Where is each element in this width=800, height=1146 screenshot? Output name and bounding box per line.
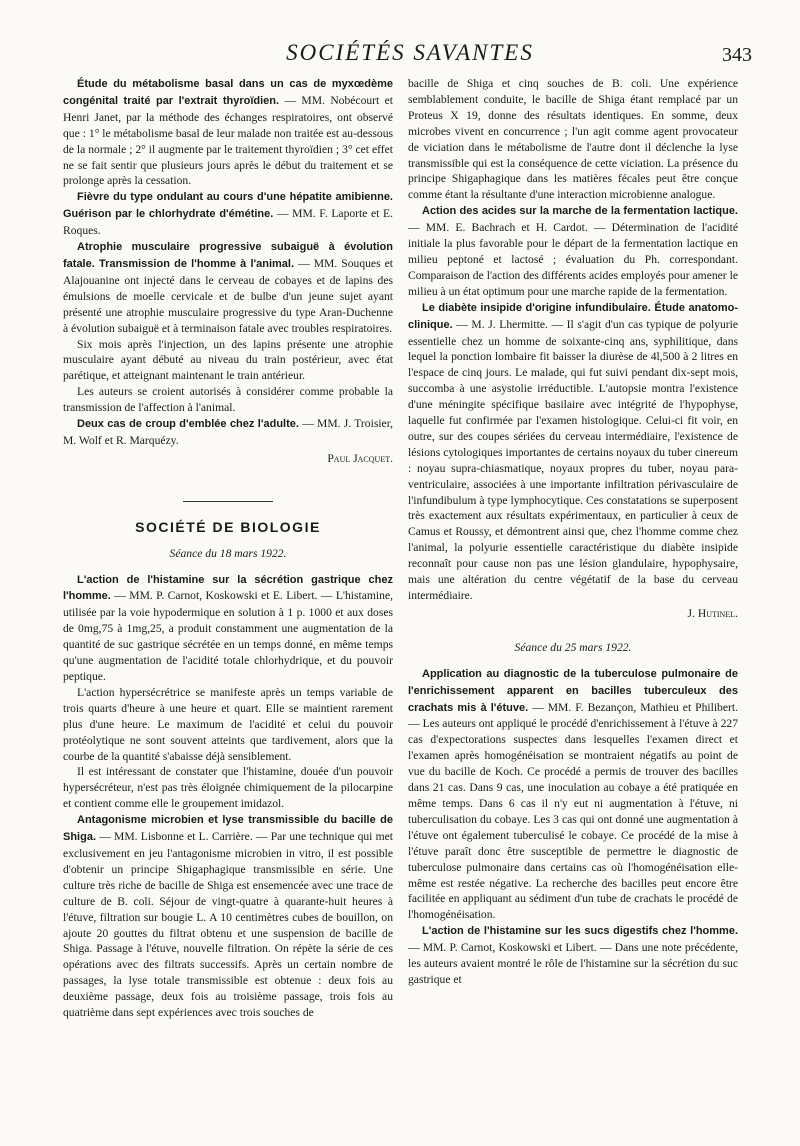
page-header <box>60 36 760 72</box>
left-column <box>63 76 393 1021</box>
abstract-body: — MM. P. Carnot, Koskowski et E. Libert. — L'histamine, utilisée par la voie hypodermique en solution à 1 p. 1000 et aux doses de 0mg,75 à 1mg,25, a produit constamment une augmentation de la quantité de suc gastrique sécrétée en un temps donné, en même temps qu'une augmentation de l'acidité totale chlorhydrique, et du pouvoir peptique. <box>63 589 393 683</box>
abstract-body: — MM. P. Carnot, Koskowski et Libert. — Dans une note précédente, les auteurs avaient montré le rôle de l'histamine sur la sécrétion du suc gastrique et <box>408 941 738 986</box>
running-title: SOCIÉTÉS SAVANTES <box>286 40 534 65</box>
abstract-title: Atrophie musculaire progressive subaiguë à évolution fatale. Transmission de l'homme à l'animal. <box>63 241 393 270</box>
abstract-title: Action des acides sur la marche de la fermentation lactique. <box>422 205 738 218</box>
abstract-title: Antagonisme microbien et lyse transmissible du bacille de Shiga. <box>63 814 393 844</box>
author-signature: Paul Jacquet. <box>327 451 393 465</box>
abstract-hepatite <box>63 189 393 239</box>
abstract-title: L'action de l'histamine sur les sucs digestifs chez l'homme. <box>422 925 738 938</box>
abstract-body: — M. J. Lhermitte. — Il s'agit d'un cas typique de polyurie essentielle chez un homme de soixante-cinq ans, syphilitique, dans lequel la ponction lombaire fit baisser la diurèse de 4l,500 à 2 litres en l'espace de cinq jours. Le malade, qui fut suivi pendant dix-sept mois, succomba à une asystolie irréductible. L'autopsie montra l'existence d'une méningite spécifique basilaire avec intégrité de l'hypophyse, laquelle fut confirmée par l'examen histologique. Celui-ci fit voir, en outre, sur des coupes sériées du cerveau intermédiaire, l'existence de lésions cytologiques importantes de certains noyaux du tuber cinereum : noyau supra-chiasmatique, noyaux propres du tuber, noyau para-ventriculaire, associées à une importante infiltration périvasculaire de l'infundibulum à type lymphocytique. Ces constatations se superposent très exactement aux résultats expérimentaux, en particulier à ceux de Camus et Roussy, et démontrent ainsi que, chez l'homme comme chez l'animal, la polyurie essentielle caractéristique du diabète insipide reconnaît pour cause non pas une lésion glandulaire, hypophysaire, mais une altération du centre végétatif de la base du cerveau intermédiaire. <box>408 317 738 602</box>
abstract-histamine-sucs <box>408 923 738 988</box>
abstract-body: — MM. E. Bachrach et H. Cardot. — Détermination de l'acidité initiale la plus favorable pour le départ de la fermentation lactique en milieu peptoné et lactosé ; évaluation du Ph. correspondant. Comparaison de l'action des différents acides employés pour amener le milieu à un état optimum pour une marche rapide de la fermentation. <box>408 221 738 298</box>
abstract-antagonisme <box>63 812 393 1021</box>
abstract-title: Le diabète insipide d'origine infundibulaire. Étude anatomo-clinique. <box>408 301 738 331</box>
abstract-body: — MM. F. Laporte et E. Roques. <box>63 207 393 238</box>
abstract-paragraph: L'action hypersécrétrice se manifeste après un temps variable de trois quarts d'heure à une heure et quart. Elle se maintient rarement plus d'une heure. Le maximum de l'acidité et celui du pouvoir protéolytique ne sont souvent atteints que tardivement, alors que la courbe de la quantité s'abaisse déjà sensiblement. <box>63 685 393 763</box>
abstract-histamine-gastrique <box>63 572 393 685</box>
seance-date: Séance du 18 mars 1922. <box>169 546 287 560</box>
abstract-title: L'action de l'histamine sur la sécrétion gastrique chez l'homme. <box>63 573 393 603</box>
abstract-croup <box>63 416 393 449</box>
page-number: 343 <box>722 44 752 66</box>
abstract-title: Application au diagnostic de la tuberculose pulmonaire de l'enrichissement apparent en bacilles tuberculeux des crachats mis à l'étuve. <box>408 667 738 714</box>
abstract-paragraph: Les auteurs se croient autorisés à considérer comme probable la transmission de l'affection à l'animal. <box>63 385 393 415</box>
section-divider <box>183 501 273 502</box>
abstract-body: — MM. Souques et Alajouanine ont injecté dans le cerveau de cobayes et de lapins des émulsions de moelle cervicale et de bulbe d'un jeune sujet ayant présenté une atrophie musculaire progressive du type Aran-Duchenne à évolution subaiguë et à terminaison fatale avec troubles respiratoires. <box>63 256 393 335</box>
abstract-paragraph: Il est intéressant de constater que l'histamine, douée d'un pouvoir hypersécréteur, n'est pas très éloignée chimiquement de la pilocarpine et contient comme elle le groupement imidazol. <box>63 765 393 811</box>
seance-date: Séance du 25 mars 1922. <box>514 640 632 654</box>
society-heading: SOCIÉTÉ DE BIOLOGIE <box>135 518 321 535</box>
abstract-acides-lactique <box>408 203 738 299</box>
abstract-title: Deux cas de croup d'emblée chez l'adulte. <box>77 418 299 431</box>
spacer <box>408 622 738 640</box>
abstract-body: — MM. Nobécourt et Henri Janet, par la méthode des échanges respiratoires, ont observé que : 1° le métabolisme basal de leur malade non traitée est au-dessous de la normale ; 2° il augmente par le traitement thyroïdien ; 3° cet effet ne se fait sentir que plusieurs jours après le début du traitement et se prolonge après la cessation. <box>63 93 393 188</box>
abstract-myxoedeme <box>63 76 393 189</box>
abstract-continuation: bacille de Shiga et cinq souches de B. coli. Une expérience semblablement conduite, le bacille de Shiga étant remplacé par un Proteus X 19, donne des résultats identiques. En somme, deux microbes vivent en concurrence ; l'un agit comme agent provocateur de viciation dans le métabolisme de l'autre dont il déclenche la lyse transmissible qui est la conséquence de cette viciation. La présence du principe Shigaphagique dans les matières fécales peut être conçue comme étant la résultante d'une interaction microbienne analogue. <box>408 77 738 202</box>
abstract-body: — MM. Lisbonne et L. Carrière. — Par une technique qui met exclusivement en jeu l'antagonisme microbien in vitro, il est possible d'obtenir un principe Shigaphagique transmissible en série. Une culture très riche de bacille de Shiga est ensemencée avec une trace de culture de B. coli. Séjour de vingt-quatre à quarante-huit heures à l'étuve, filtration sur bougie L. A 10 centimètres cubes de bouillon, on ajoute 20 gouttes du filtrat obtenu et une suspension de bacille de Shiga. Passage à l'étuve, nouvelle filtration. On répète la série de ces opérations avec des filtrats successifs. Après un certain nombre de passages, la lyse totale transmissible est obtenue : deux fois au deuxième passage, deux fois au troisième passage, trois fois au quatrième dans sept expériences avec trois souches de <box>63 830 393 1020</box>
abstract-paragraph: Six mois après l'injection, un des lapins présente une atrophie musculaire ayant débuté au niveau du train postérieur, avec état parétique, et atteignant maintenant le train antérieur. <box>63 337 393 383</box>
abstract-body: — MM. F. Bezançon, Mathieu et Philibert. — Les auteurs ont appliqué le procédé d'enrichissement à l'étuve à 227 cas d'expectorations suspectes dans lesquelles l'examen direct et l'examen après homogénéisation se montraient négatifs au point de vue du bacille de Koch. Ce procédé a permis de trouver des bacilles dans 21 cas. Dans 9 cas, une inoculation au cobaye a été pratiquée en même temps. Dans 6 cas il n'y eut ni augmentation à l'étuve, ni tuberculisation du cobaye. Les 3 cas qui ont donné une augmentation à l'étuve ont également tuberculisé le cobaye. Ce procédé de la mise à l'étuve paraît donc être susceptible de permettre le diagnostic de tuberculose pulmonaire dans certains cas où l'homogénéisation elle-même est restée négative. La recherche des bacilles peut encore être facilitée en appliquant au sédiment d'un tube de crachats le procédé de l'homogénéisation. <box>408 700 738 922</box>
abstract-title: Étude du métabolisme basal dans un cas de myxœdème congénital traité par l'extrait thyroïdien. <box>63 78 393 107</box>
abstract-tuberculose <box>408 666 738 924</box>
right-column <box>408 76 738 988</box>
author-signature: J. Hutinel. <box>687 606 738 620</box>
abstract-body: — MM. J. Troisier, M. Wolf et R. Marquézy. <box>63 417 393 447</box>
abstract-title: Fièvre du type ondulant au cours d'une hépatite amibienne. Guérison par le chlorhydrate d'émétine. <box>63 191 393 221</box>
abstract-diabete <box>408 300 738 604</box>
abstract-atrophie <box>63 239 393 336</box>
